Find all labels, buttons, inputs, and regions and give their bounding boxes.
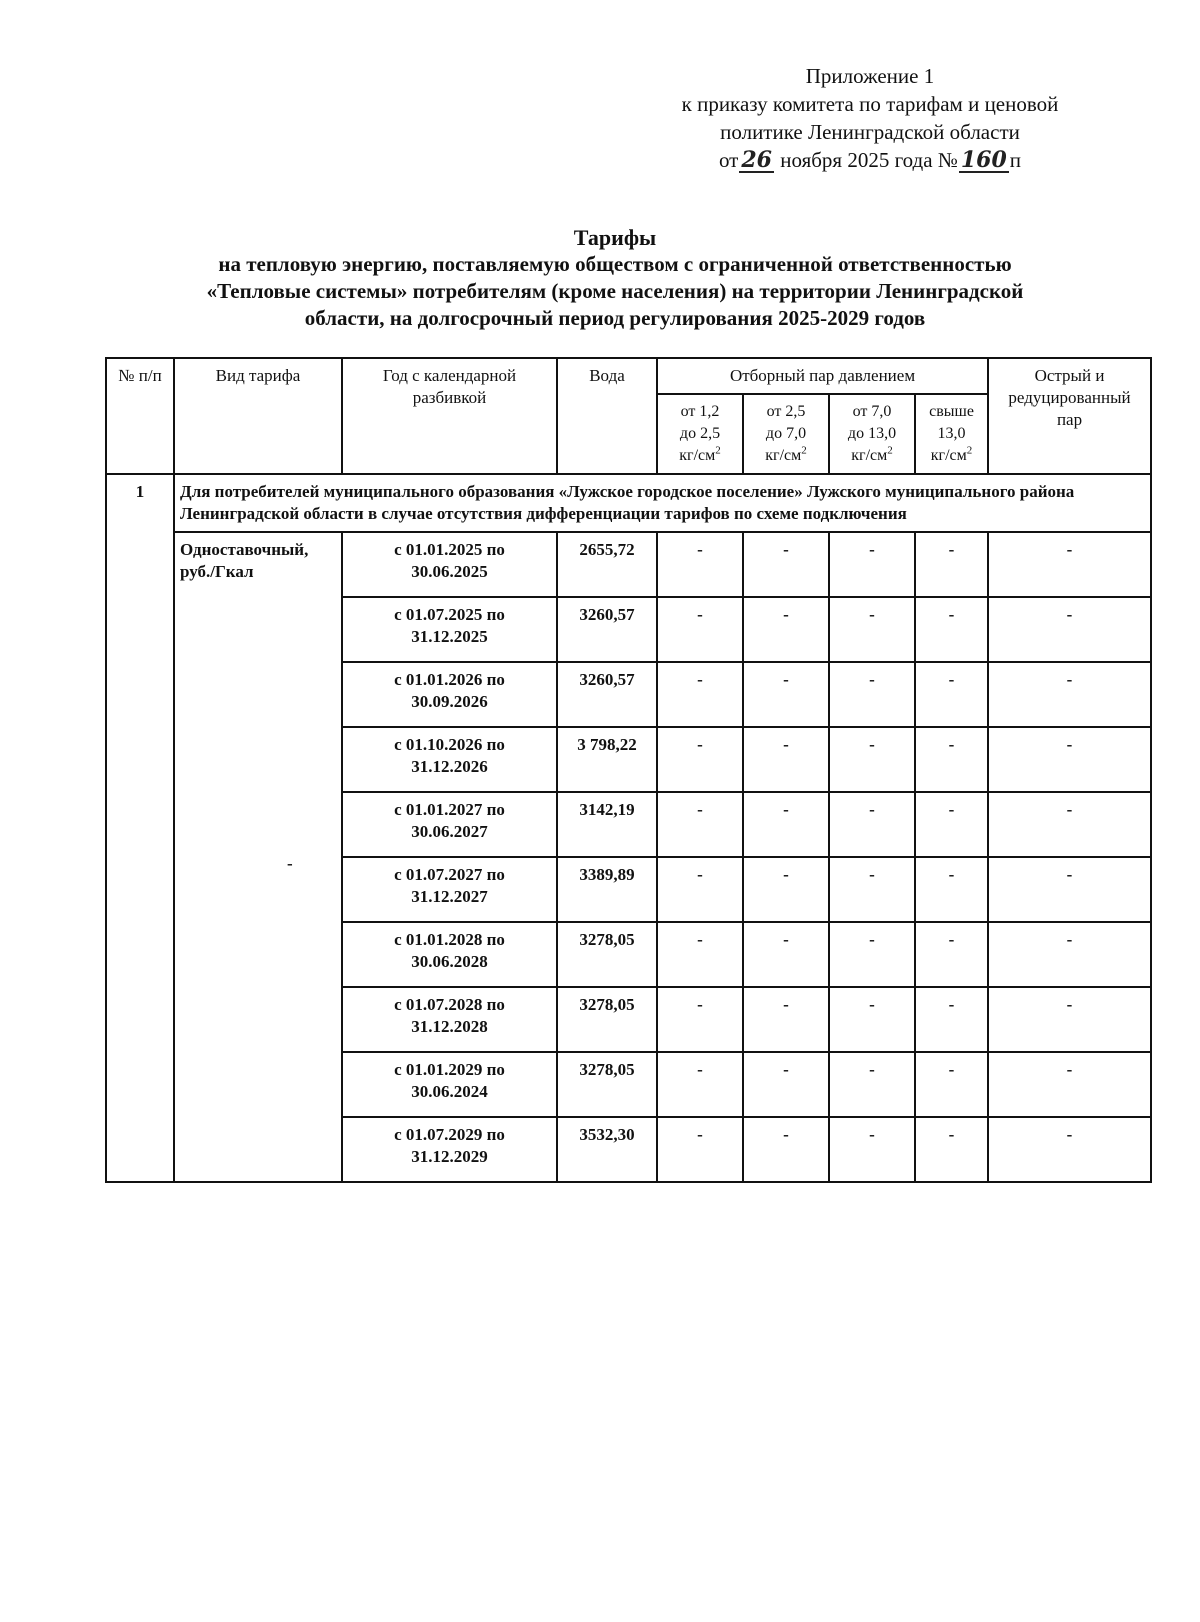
steam-pressure-4-value: - [915,727,988,792]
sharp-steam-value: - [988,662,1151,727]
title-line-3: «Тепловые системы» потребителям (кроме населения) на территории Ленинградской [206,279,1024,303]
period-from: с 01.01.2027 по [394,800,505,819]
steam-pressure-4-value: - [915,1117,988,1182]
steam-pressure-3-value: - [829,987,915,1052]
steam-pressure-4-value: - [915,987,988,1052]
sharp-steam-value: - [988,987,1151,1052]
water-price: 3260,57 [557,662,657,727]
period-to: 31.12.2025 [411,627,488,646]
period-from: с 01.07.2027 по [394,865,505,884]
date-prefix: от [718,148,739,172]
document-title [110,224,1120,332]
title-line-4: области, на долгосрочный период регулирования 2025-2029 годов [304,306,926,330]
title-line-2: на тепловую энергию, поставляемую обществом с ограниченной ответственностью [218,252,1012,276]
period-cell [342,922,557,987]
steam-pressure-1-value: - [657,1052,743,1117]
steam-pressure-3-value: - [829,922,915,987]
water-price: 3 798,22 [557,727,657,792]
steam-pressure-1-value: - [657,597,743,662]
header-steam: Отборный пар давлением [657,358,988,394]
steam-pressure-3-value: - [829,857,915,922]
steam-pressure-3-value: - [829,1117,915,1182]
water-price: 3389,89 [557,857,657,922]
steam-pressure-2-value: - [743,1117,829,1182]
sharp-steam-value: - [988,597,1151,662]
period-to: 30.06.2028 [411,952,488,971]
header-row [106,358,1151,394]
appendix-title: Приложение 1 [805,64,935,88]
number-suffix: п [1009,148,1022,172]
period-cell [342,727,557,792]
steam-pressure-2-value: - [743,857,829,922]
group-row [106,474,1151,532]
group-description: Для потребителей муниципального образования «Лужское городское поселение» Лужского муниципального района Ленинградской области в случае отсутствия дифференциации тарифов по схеме подключения [174,474,1151,532]
steam-pressure-1-value: - [657,662,743,727]
handwritten-number: 160 [960,147,1007,173]
steam-pressure-2-value: - [743,987,829,1052]
header-sharp-steam: Острый и редуцированный пар [988,358,1151,474]
steam-pressure-1-value: - [657,727,743,792]
steam-pressure-3-value: - [829,597,915,662]
steam-pressure-2-value: - [743,792,829,857]
header-water: Вода [557,358,657,474]
steam-pressure-1-value: - [657,792,743,857]
header-pressure-1: от 1,2 до 2,5 $кг/см^2$ [657,394,743,474]
period-to: 31.12.2028 [411,1017,488,1036]
period-to: 31.12.2029 [411,1147,488,1166]
period-from: с 01.01.2028 по [394,930,505,949]
appendix-header [600,62,1140,174]
sharp-steam-value: - [988,857,1151,922]
steam-pressure-3-value: - [829,532,915,597]
steam-pressure-4-value: - [915,662,988,727]
steam-pressure-2-value: - [743,532,829,597]
header-pressure-3: от 7,0 до 13,0 $кг/см^2$ [829,394,915,474]
steam-pressure-3-value: - [829,662,915,727]
steam-pressure-1-value: - [657,922,743,987]
water-price: 2655,72 [557,532,657,597]
steam-pressure-1-value: - [657,857,743,922]
period-from: с 01.01.2025 по [394,540,505,559]
period-to: 31.12.2027 [411,887,488,906]
handwritten-day: 26 [741,147,772,173]
header-num: № п/п [106,358,174,474]
period-cell [342,662,557,727]
period-from: с 01.07.2029 по [394,1125,505,1144]
steam-pressure-4-value: - [915,597,988,662]
period-from: с 01.10.2026 по [394,735,505,754]
period-from: с 01.01.2026 по [394,670,505,689]
water-price: 3278,05 [557,1052,657,1117]
steam-pressure-4-value: - [915,532,988,597]
period-from: с 01.01.2029 по [394,1060,505,1079]
header-year: Год с календарной разбивкой [342,358,557,474]
period-cell [342,792,557,857]
steam-pressure-4-value: - [915,922,988,987]
period-to: 30.06.2025 [411,562,488,581]
period-cell [342,532,557,597]
group-number: 1 [106,474,174,1182]
appendix-committee-line: политике Ленинградской области [720,120,1020,144]
period-cell [342,597,557,662]
water-price: 3278,05 [557,922,657,987]
period-to: 30.06.2024 [411,1082,488,1101]
steam-pressure-1-value: - [657,987,743,1052]
tariff-kind [174,532,342,1182]
appendix-order-line: к приказу комитета по тарифам и ценовой [681,92,1059,116]
period-from: с 01.07.2025 по [394,605,505,624]
sharp-steam-value: - [988,1117,1151,1182]
water-price: 3532,30 [557,1117,657,1182]
period-cell [342,1117,557,1182]
header-kind: Вид тарифа [174,358,342,474]
steam-pressure-4-value: - [915,1052,988,1117]
period-cell [342,857,557,922]
steam-pressure-2-value: - [743,1052,829,1117]
water-price: 3278,05 [557,987,657,1052]
table-row [106,532,1151,597]
water-price: 3260,57 [557,597,657,662]
period-to: 30.06.2027 [411,822,488,841]
header-pressure-2: от 2,5 до 7,0 $кг/см^2$ [743,394,829,474]
steam-pressure-2-value: - [743,662,829,727]
tariffs-table [105,357,1152,1183]
steam-pressure-3-value: - [829,792,915,857]
water-price: 3142,19 [557,792,657,857]
header-pressure-4: свыше 13,0 $кг/см^2$ [915,394,988,474]
sharp-steam-value: - [988,532,1151,597]
steam-pressure-1-value: - [657,532,743,597]
title-main: Тарифы [573,225,657,250]
sharp-steam-value: - [988,922,1151,987]
period-to: 30.09.2026 [411,692,488,711]
steam-pressure-4-value: - [915,857,988,922]
steam-pressure-4-value: - [915,792,988,857]
steam-pressure-2-value: - [743,597,829,662]
steam-pressure-2-value: - [743,922,829,987]
steam-pressure-2-value: - [743,727,829,792]
tariff-kind-dash: - [287,854,293,873]
steam-pressure-3-value: - [829,727,915,792]
steam-pressure-3-value: - [829,1052,915,1117]
steam-pressure-1-value: - [657,1117,743,1182]
period-to: 31.12.2026 [411,757,488,776]
date-middle: ноября 2025 года № [780,148,958,172]
tariff-kind-label: Одноставочный, руб./Гкал [180,540,309,581]
period-cell [342,1052,557,1117]
period-from: с 01.07.2028 по [394,995,505,1014]
sharp-steam-value: - [988,792,1151,857]
sharp-steam-value: - [988,1052,1151,1117]
appendix-date-line [600,146,1140,174]
period-cell [342,987,557,1052]
sharp-steam-value: - [988,727,1151,792]
